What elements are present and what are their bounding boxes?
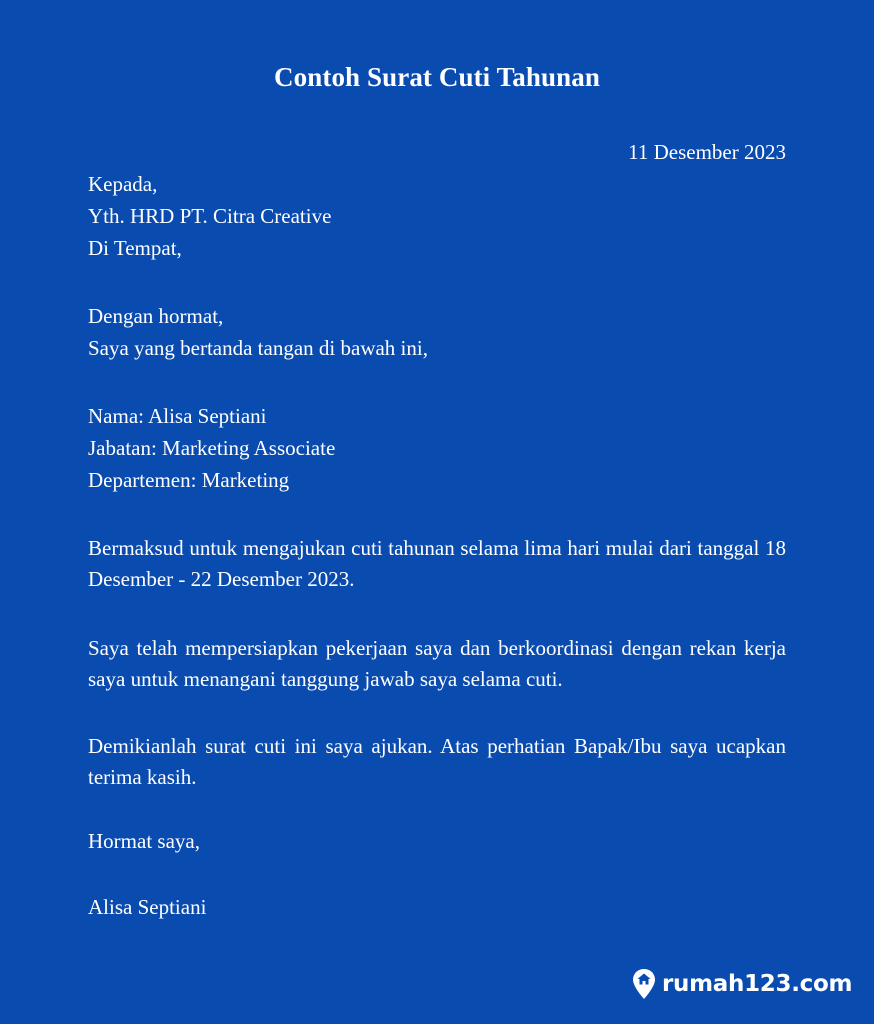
body-paragraph: Saya telah mempersiapkan pekerjaan saya dan berkoordinasi dengan rekan kerja saya untuk menangani tanggung jawab saya selama cuti.	[88, 636, 786, 691]
brand-logo	[632, 966, 852, 1002]
recipient-line: Di Tempat,	[88, 236, 182, 260]
greeting-line: Saya yang bertanda tangan di bawah ini,	[88, 336, 428, 360]
greeting-line: Dengan hormat,	[88, 304, 224, 328]
closing-line: Hormat saya,	[88, 829, 200, 853]
identity-department: Departemen: Marketing	[88, 468, 290, 492]
letter-title: Contoh Surat Cuti Tahunan	[274, 62, 600, 92]
identity-name: Nama: Alisa Septiani	[88, 404, 267, 428]
identity-position: Jabatan: Marketing Associate	[88, 436, 336, 460]
body-paragraph: Bermaksud untuk mengajukan cuti tahunan selama lima hari mulai dari tanggal 18 Desember - 22 Desember 2023.	[88, 536, 786, 591]
recipient-line: Kepada,	[88, 172, 158, 196]
letter-date: 11 Desember 2023	[628, 140, 786, 164]
recipient-line: Yth. HRD PT. Citra Creative	[88, 204, 332, 228]
brand-text: rumah123.com	[662, 971, 853, 997]
body-paragraph: Demikianlah surat cuti ini saya ajukan. Atas perhatian Bapak/Ibu saya ucapkan terima kasih.	[88, 734, 786, 789]
signature-name: Alisa Septiani	[88, 895, 207, 919]
location-pin-house-icon	[632, 968, 656, 1000]
